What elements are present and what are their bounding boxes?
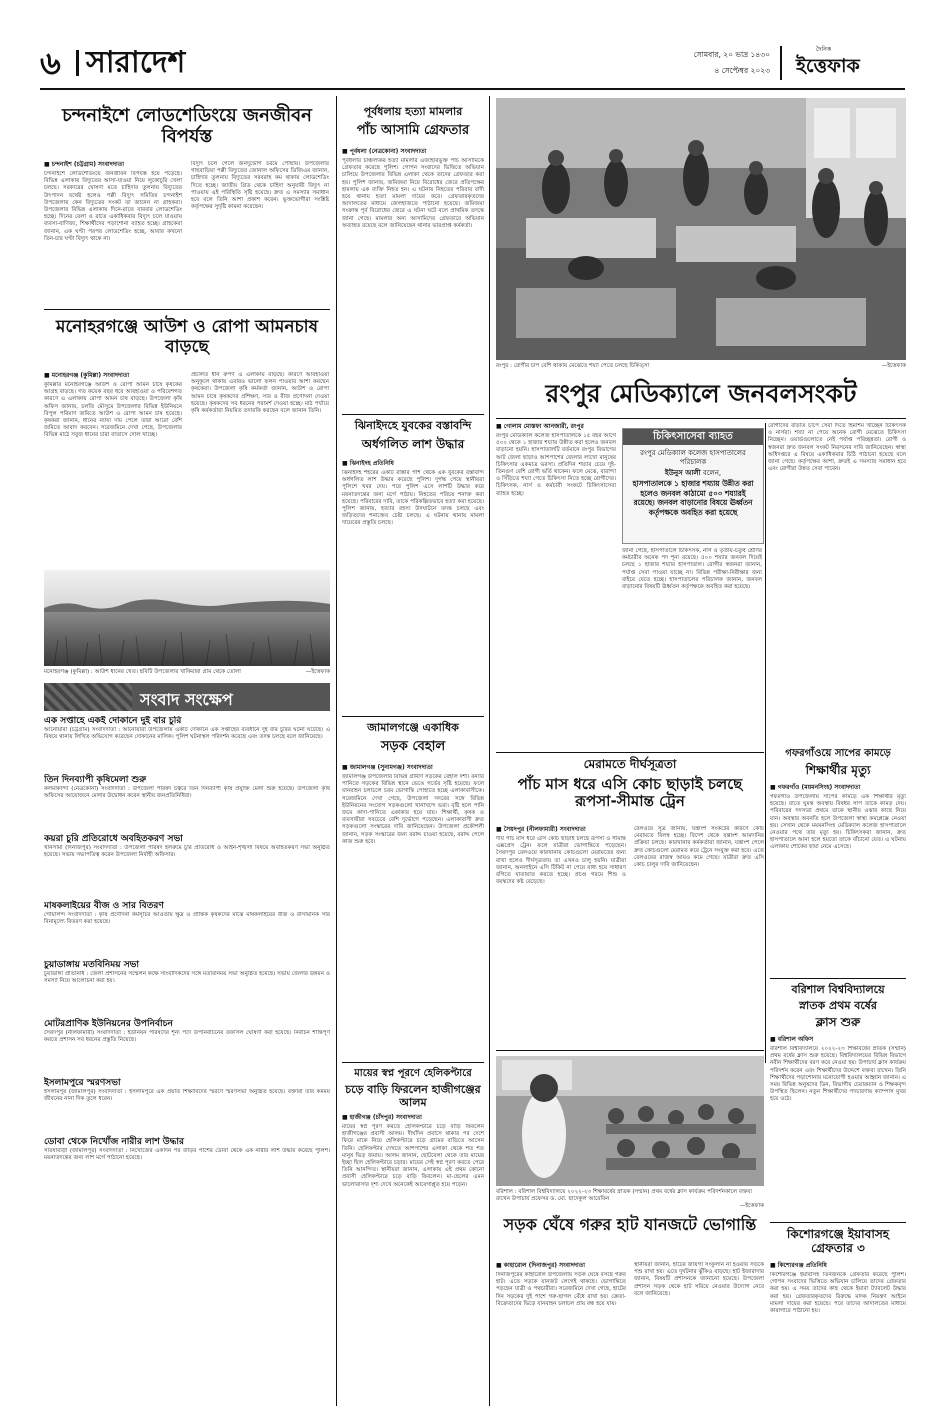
quote-person: ইউনুস আলী — [664, 469, 701, 477]
headline-barishal: ক্লাস শুরু — [815, 1015, 861, 1029]
article-body: কুমিল্লার মনোহরগঞ্জে আউশ ও রোপা আমন চাষে কৃষকের আগ্রহ বাড়ছে। গত কয়েক বছর ধরে আবহাওয়া ও পরিবেশগত কারণে এ এলাকায় রোপা আমন চাষ বাড়ছে। উপজেলা কৃষি অফিস জানায়, চলতি মৌসুমে উপজেলার বিভিন্ন ইউনিয়নে বিপুল পরিমাণ জমিতে আউশ ও রোপা আমন চাষ হয়েছে। কৃষকরা জানান, ধানের ন্যায্য দাম পেলে তারা আরো বেশি জমিতে আবাদ করবেন। সরেজমিনে দেখা গেছে, উপজেলার বিভিন্ন মাঠে সবুজ ধানের চারা বাতাসে দোল খাচ্ছে। — [44, 382, 182, 439]
brief-item: মাষকলাইয়ের বীজ ও সার বিতরণ গোয়ালন্দ সংবাদদাতা : কৃষি প্রণোদনা কর্মসূচির আওতায় ক্ষুদ্র ও প্রান্তিক কৃষকদের মাঝে মাষকলাইয়ের বীজ ও রাসায়নিক সার বিনামূল্যে বিতরণ করা হয়েছে। — [44, 901, 330, 926]
kicker-hajiganj: মায়ের স্বপ্ন পূরণে হেলিকপ্টারে — [354, 1068, 472, 1079]
article-body: মায়ের স্বপ্ন পূরণ করতে হেলিকপ্টারে চড়ে বাড়ি ফিরলেন হাজীগঞ্জের প্রবাসী আলম। দীর্ঘদিন প্রবাসে থাকার পর দেশে ফিরে মাকে নিয়ে হেলিকপ্টারে চড়ে গ্রামের বাড়িতে আসেন তিনি। হেলিকপ্টার দেখতে আশপাশের এলাকা থেকে শত শত মানুষ ভিড় জমায়। আলম জানান, ছোটবেলা থেকে তার মায়ের ইচ্ছা ছিল হেলিকপ্টারে চড়ার। মায়ের সেই স্বপ্ন পূরণ করতে পেরে তিনি আনন্দিত। স্থানীয়রা জানান, এলাকায় এই প্রথম কোনো প্রবাসী হেলিকপ্টারে চড়ে বাড়ি ফিরলেন। মা-ছেলের এমন ভালোবাসার দৃশ্য দেখে অনেকেই আবেগাপ্লুত হয়ে পড়েন। — [342, 1124, 484, 1188]
article-body: প্রচলিত ধান রুপণ এ এলাকায় বাড়ছে। কারণে আবহাওয়া অনুকূলে থাকায় এবারও ভালো ফলন পাওয়ার আশা করছেন কৃষকেরা। উপজেলা কৃষি কর্মকর্তা জানান, আউশ ও রোপা আমন চাষে কৃষকদের প্রশিক্ষণ, সার ও বীজ প্রণোদনা দেওয়া হয়েছে। কৃষকদের সব ধরনের পরামর্শ দেওয়া হচ্ছে। মাঠ পর্যায়ে কৃষি কর্মকর্তারা নিয়মিত তদারকি করছেন বলে জানান তিনি। — [191, 372, 329, 415]
article-body: দীর্ঘ পাঁচ মাস ধরে এসি কোচ ছাড়াই চলছে রূপসা ও সীমান্ত এক্সপ্রেস ট্রেন। ফলে যাত্রীরা ভোগান্তিতে পড়েছেন। সৈয়দপুর রেলওয়ে কারখানায় কোচগুলো মেরামতের জন্য রাখা হলেও দীর্ঘসূত্রতায় তা এখনও চালু হয়নি। যাত্রীরা জানান, অনলাইনে এসি টিকিট না পেয়ে বাধ্য হয়ে সাধারণ বগিতে যাতায়াত করতে হচ্ছে। প্রচণ্ড গরমে শিশু ও বয়স্কদের কষ্ট বেড়েছে। — [496, 836, 626, 886]
byline-purbadhala: ■ পূর্বধলা (নেত্রকোনা) সংবাদদাতা — [342, 148, 427, 155]
date-english: ৪ সেপ্টেম্বর ২০২৩ — [714, 66, 770, 75]
paper-logo: দৈনিক ইত্তেফাক — [796, 46, 860, 77]
kicker-jamalganj: জামালগঞ্জে একাধিক — [367, 721, 459, 734]
kicker-gafargaon: গফরগাঁওয়ে সাপের কামড়ে — [785, 748, 891, 759]
briefs-banner — [44, 683, 330, 711]
photo-credit: —ইত্তেফাক — [881, 363, 906, 369]
headline-rangpur-medical: রংপুর মেডিক্যালে জনবলসংকট — [545, 379, 857, 408]
article-body: রংপুর মেডিক্যাল কলেজ হাসপাতালকে ১৫ বছর আগে ৫০০ থেকে ১ হাজার শয্যায় উন্নীত করা হলেও জনবল বাড়ানো হয়নি। হাসপাতালটি বর্তমানে রংপুর বিভাগের আট জেলা ছাড়াও আশপাশের জেলার লাখো মানুষের চিকিৎসার একমাত্র ভরসা। প্রতিদিন শয্যার চেয়ে দুই-তিনগুণ বেশি রোগী ভর্তি থাকেন। ফলে মেঝে, বারান্দা ও সিঁড়িতে শয্যা পেতে চিকিৎসা নিতে হচ্ছে রোগীদের। চিকিৎসক, নার্স ও কর্মচারী সংকটে চিকিৎসাসেবা ব্যাহত হচ্ছে। — [496, 433, 616, 497]
headline-train: পাঁচ মাস ধরে এসি কোচ ছাড়াই চলছে রূপসা-সীমান্ত ট্রেন — [517, 775, 743, 811]
photo-caption: রংপুর : রোগীর চাপ বেশি থাকায় মেঝেতে শয্যা পেতে চলছে চিকিত্সা — [496, 363, 650, 369]
byline-manoharganj: ■ মনোহরগঞ্জ (কুমিল্লা) সংবাদদাতা — [44, 372, 130, 379]
article-body: ঝিনাইদহ শহরের একটি রাস্তার পাশ থেকে এক যুবকের বস্তাবন্দি অর্ধগলিত লাশ উদ্ধার করেছে পুলিশ। দুর্গন্ধ পেয়ে স্থানীয়রা পুলিশে খবর দেয়। পরে পুলিশ এসে লাশটি উদ্ধার করে ময়নাতদন্তের জন্য মর্গে পাঠায়। নিহতের পরিচয় শনাক্ত করা হয়েছে। পরিবারের দাবি, তাকে পরিকল্পিতভাবে হত্যা করা হয়েছে। পুলিশ জানায়, হত্যার রহস্য উদঘাটনে তদন্ত চলছে এবং জড়িতদের শনাক্তের চেষ্টা চলছে। এ ঘটনায় থানায় মামলা দায়েরের প্রস্তুতি চলছে। — [342, 470, 484, 527]
article-body: জামালগঞ্জ উপজেলার বিভিন্ন গ্রামীণ সড়কের বেহাল দশা। বন্যার পানিতে সড়কের বিভিন্ন স্থানে ভেঙে গর্তের সৃষ্টি হয়েছে। ফলে যানবাহন চলাচলে চরম ভোগান্তি পোহাতে হচ্ছে এলাকাবাসীকে। সরেজমিনে দেখা গেছে, উপজেলা সদরের সঙ্গে বিভিন্ন ইউনিয়নের সংযোগ সড়কগুলো খানাখন্দে ভরা। বৃষ্টি হলে পানি জমে কাদা-পানিতে একাকার হয়ে যায়। শিক্ষার্থী, কৃষক ও ব্যবসায়ীরা সবচেয়ে বেশি দুর্ভোগে পড়েছেন। এলাকাবাসী দ্রুত সড়কগুলো সংস্কারের দাবি জানিয়েছেন। উপজেলা প্রকৌশলী জানান, সড়ক সংস্কারের জন্য বরাদ্দ চাওয়া হয়েছে, বরাদ্দ পেলে কাজ শুরু হবে। — [342, 774, 484, 845]
brief-item: চুয়াডাঙ্গায় মতবিনিময় সভা চুয়াডাঙ্গা প্রতিনিধি : জেলা প্রশাসনের সম্মেলন কক্ষে সাংবাদিকদের সঙ্গে মতবিনিময় সভা অনুষ্ঠিত হয়েছে। সভায় জেলার উন্নয়ন ও সমস্যা নিয়ে আলোচনা করা হয়। — [44, 960, 330, 985]
briefs-title: সংবাদ সংক্ষেপ — [140, 690, 233, 709]
quote-text: হাসপাতালকে ১ হাজার শয্যায় উন্নীত করা হলেও জনবল কাঠামো ৫০০ শয্যারই রয়েছে। জনবল বাড়ানোর বিষয়ে ঊর্ধ্বতন কর্তৃপক্ষকে অবহিত করা হয়েছে — [632, 479, 754, 517]
rice-field-photo — [44, 570, 330, 666]
photo-caption: বরিশাল : বরিশাল বিশ্ববিদ্যালয়ে ২০২২-২৩ শিক্ষাবর্ষের স্নাতক (সম্মান) প্রথম বর্ষের ক্লাস কার্যক্রম পরিদর্শনকালে বক্তব্য রাখেন উপাচার্য প্রফেসর ড. মো. ছাদেকুল আরেফিন — [496, 1189, 753, 1202]
article-body: বরিশাল বিশ্ববিদ্যালয়ে ২০২২-২৩ শিক্ষাবর্ষের স্নাতক (সম্মান) প্রথম বর্ষের ক্লাস শুরু হয়েছে। বিশ্ববিদ্যালয়ের বিভিন্ন বিভাগে নবীন শিক্ষার্থীদের বরণ করে নেওয়া হয়। উপাচার্য ক্লাস কার্যক্রম পরিদর্শন করেন এবং শিক্ষার্থীদের উদ্দেশে বক্তব্য রাখেন। তিনি শিক্ষার্থীদের পড়াশোনায় মনোযোগী হওয়ার আহ্বান জানান। এ সময় বিভিন্ন অনুষদের ডিন, বিভাগীয় চেয়ারম্যান ও শিক্ষকবৃন্দ উপস্থিত ছিলেন। নতুন শিক্ষার্থীদের পদচারণায় ক্যাম্পাস মুখর হয়ে ওঠে। — [770, 1046, 906, 1103]
photo-credit: —ইত্তেফাক — [739, 1203, 764, 1209]
article-body: পূর্বধলায় চাঞ্চল্যকর হত্যা মামলার এজাহারভুক্ত পাঁচ আসামিকে গ্রেফতার করেছে পুলিশ। গোপন সংবাদের ভিত্তিতে অভিযান চালিয়ে উপজেলার বিভিন্ন এলাকা থেকে তাদের গ্রেফতার করা হয়। পুলিশ জানায়, জমিজমা নিয়ে বিরোধের জেরে প্রতিপক্ষের হামলায় এক ব্যক্তি নিহত হন। এ ঘটনায় নিহতের পরিবার বাদী হয়ে থানায় হত্যা মামলা দায়ের করে। গ্রেফতারকৃতদের আদালতের মাধ্যমে জেলহাজতে পাঠানো হয়েছে। জমিজমা সংক্রান্ত পূর্ব বিরোধের জেরে এ ঘটনা ঘটে বলে প্রাথমিক তদন্তে জানা গেছে। মামলার অন্য আসামিদের গ্রেফতারে অভিযান অব্যাহত রয়েছে বলে জানিয়েছেন থানার ভারপ্রাপ্ত কর্মকর্তা। — [342, 158, 484, 229]
headline-chandanaish: চন্দনাইশে লোডশেডিংয়ে জনজীবন বিপর্যস্ত — [62, 105, 312, 147]
article-body: রোগীদের বাড়তি চাপে সেবা দিতে হিমশিম খাচ্ছেন চিকিৎসক ও নার্সরা। শয্যা না পেয়ে অনেক রোগী মেঝেতে চিকিৎসা নিচ্ছেন। ওয়ার্ডগুলোতে নেই পর্যাপ্ত পরিচ্ছন্নতা। রোগী ও স্বজনরা দ্রুত জনবল সংকট নিরসনের দাবি জানিয়েছেন। স্বাস্থ্য অধিদপ্তরে এ বিষয়ে একাধিকবার চিঠি পাঠানো হয়েছে বলে জানা গেছে। কর্তৃপক্ষের আশা, দ্রুতই এ সমস্যার সমাধান হবে এবং রোগীরা উন্নত সেবা পাবেন। — [768, 423, 906, 473]
section-title: সারাদেশ — [86, 45, 186, 80]
masthead — [40, 44, 905, 84]
article-body: বিদ্যুৎ চলে গেলে জনদুর্ভোগ চরমে পৌঁছায়। উপজেলার গাছবাড়িয়া পল্লী বিদ্যুতের জোনাল অফিসের ডিজিএম জানান, চাহিদার তুলনায় বিদ্যুতের সরবরাহ কম থাকায় লোডশেডিং দিতে হচ্ছে। জাতীয় গ্রিড থেকে চাহিদা অনুযায়ী বিদ্যুৎ না পাওয়ায় এই পরিস্থিতি সৃষ্টি হয়েছে। দ্রুত এ সমস্যার সমাধান হবে বলে তিনি আশা প্রকাশ করেন। ভুক্তভোগীরা সংশ্লিষ্ট কর্তৃপক্ষের সুদৃষ্টি কামনা করেছেন। — [191, 161, 329, 211]
byline-hajiganj: ■ হাজীগঞ্জ (চাঁদপুর) সংবাদদাতা — [342, 1114, 422, 1121]
headline-cattle-market: সড়ক ঘেঁষে গরুর হাট যানজটে ভোগান্তি — [503, 1215, 757, 1234]
hospital-ward-photo — [496, 98, 906, 360]
byline-rangpur-medical: ■ গোলাম মোস্তফা আনজারী, রংপুর — [496, 423, 584, 430]
date-bangla: সোমবার, ২০ ভাদ্র ১৪৩০ — [693, 50, 770, 59]
photo-credit: —ইত্তেফাক — [305, 669, 330, 675]
quote-box: চিকিৎসাসেবা ব্যাহত রংপুর মেডিক্যাল কলেজ হাসপাতালের পরিচালক ইউনুস আলী বলেন, হাসপাতালকে ১ হাজার শয্যায় উন্নীত করা হলেও জনবল কাঠামো ৫০০ শয্যারই রয়েছে। জনবল বাড়ানোর বিষয়ে ঊর্ধ্বতন কর্তৃপক্ষকে অবহিত করা হয়েছে — [622, 428, 764, 544]
headline-gafargaon: শিক্ষার্থীর মৃত্যু — [805, 763, 871, 777]
brief-item: ইসলামপুরে স্মরণসভা ইসলামপুর (জামালপুর) সংবাদদাতা : ইসলামপুরে এক প্রয়াত শিক্ষাবিদের স্মরণে স্মরণসভা অনুষ্ঠিত হয়েছে। বক্তারা তার কর্মময় জীবনের নানা দিক তুলে ধরেন। — [44, 1078, 330, 1103]
headline-manoharganj: মনোহরগঞ্জে আউশ ও রোপা আমনচাষ বাড়ছে — [56, 317, 318, 357]
article-body: চন্দনাইশে লোডশেডিংয়ে জনজীবন বিপর্যস্ত হয়ে পড়েছে। বিভিন্ন এলাকায় বিদ্যুতের আসা-যাওয়া নিয়ে লুকোচুরি খেলা চলছে। সরকারের ঘোষণা মতে চাহিদার তুলনায় বিদ্যুতের উৎপাদন যথেষ্ট হলেও পল্লী বিদ্যুৎ সমিতির চন্দনাইশ উপজেলায় কেন বিদ্যুতের সংকট তা জানেন না গ্রাহকরা। উপজেলার বিভিন্ন এলাকায় দিনে-রাতে বারবার লোডশেডিং হচ্ছে। দিনের বেলা ও রাতে একাধিকবার বিদ্যুৎ চলে যাওয়ায় ব্যবসা-বাণিজ্য, শিক্ষার্থীদের পড়াশোনা ব্যাহত হচ্ছে। গ্রাহকেরা জানান, এক ঘণ্টা পরপর লোডশেডিং হচ্ছে, আবার কখনো তিন-চার ঘণ্টা বিদ্যুৎ থাকে না। — [44, 171, 182, 242]
brief-item: কয়রা চুরি প্রতিরোধে অবহিতকরণ সভা খানসামা (দিনাজপুর) সংবাদদাতা : উপজেলা পরিষদ হলরুমে চুরি প্রতিরোধ ও আইন-শৃঙ্খলা বিষয়ে অবহিতকরণ সভা অনুষ্ঠিত হয়েছে। সভায় সভাপতিত্ব করেন উপজেলা নির্বাহী অফিসার। — [44, 834, 330, 859]
university-class-photo — [496, 1056, 764, 1186]
kicker-train: মেরামতে দীর্ঘসূত্রতা — [583, 757, 677, 771]
photo-caption: মনোহরগঞ্জ (কুমিল্লা) : আউশ ধানের খেত। ছবিটি উপজেলার খাকিয়ারা গ্রাম থেকে তোলা — [44, 669, 241, 675]
byline-barishal: ■ বরিশাল অফিস — [770, 1036, 814, 1043]
byline-jhenaidah: ■ ঝিনাইদহ প্রতিনিধি — [342, 460, 394, 467]
quote-box-title: চিকিৎসাসেবা ব্যাহত — [623, 429, 763, 445]
article-body: কিশোরগঞ্জে ইয়াবাসহ তিনজনকে গ্রেফতার করেছে পুলিশ। গোপন সংবাদের ভিত্তিতে অভিযান চালিয়ে তাদের গ্রেফতার করা হয়। এ সময় তাদের কাছ থেকে ইয়াবা ট্যাবলেট উদ্ধার করা হয়। গ্রেফতারকৃতদের বিরুদ্ধে মাদক নিয়ন্ত্রণ আইনে মামলা দায়ের করা হয়েছে। পরে তাদের আদালতের মাধ্যমে কারাগারে পাঠানো হয়। — [770, 1272, 906, 1315]
byline-kishoreganj: ■ কিশোরগঞ্জ প্রতিনিধি — [770, 1262, 827, 1269]
article-body: জানা গেছে, হাসপাতালে চিকিৎসক, নার্স ও তৃতীয়-চতুর্থ শ্রেণির কর্মচারীর অনেক পদ শূন্য রয়েছে। ৫০০ শয্যার জনবল দিয়েই চলছে ১ হাজার শয্যার হাসপাতাল। রোগীর স্বজনরা জানান, পর্যাপ্ত সেবা পাওয়া যাচ্ছে না। বিভিন্ন পরীক্ষা-নিরীক্ষার জন্য বাইরে যেতে হচ্ছে। হাসপাতালের পরিচালক জানান, জনবল বাড়ানোর বিষয়টি ঊর্ধ্বতন কর্তৃপক্ষকে অবহিত করা হয়েছে। — [622, 548, 762, 591]
byline-gafargaon: ■ গফরগাঁও (ময়মনসিংহ) সংবাদদাতা — [770, 784, 861, 791]
byline-train: ■ সৈয়দপুর (নীলফামারী) সংবাদদাতা — [496, 826, 586, 833]
article-body: স্থানীয়রা জানান, হাটের জায়গা সংকুলান না হওয়ায় সড়কে পশু রাখা হয়। এতে দুর্ঘটনার ঝুঁকিও বাড়ছে। হাট ইজারাদার জানান, বিষয়টি প্রশাসনকে জানানো হয়েছে। উপজেলা প্রশাসন সড়ক থেকে হাট সরিয়ে নেওয়ার উদ্যোগ নেবে বলে জানিয়েছে। — [634, 1262, 764, 1297]
headline-kishoreganj: কিশোরগঞ্জে ইয়াবাসহ গ্রেফতার ৩ — [786, 1227, 890, 1255]
article-body: রেলওয়ে সূত্র জানায়, যন্ত্রাংশ সংকটের কারণে কোচ মেরামতে বিলম্ব হচ্ছে। বিদেশ থেকে যন্ত্রাংশ আমদানির প্রক্রিয়া চলছে। কারখানার কর্মকর্তারা জানান, যন্ত্রাংশ পেলে দ্রুত কোচগুলো মেরামত করে ট্রেনে সংযুক্ত করা হবে। এতে রেলওয়ের রাজস্ব আয়ও কমে গেছে। যাত্রীরা দ্রুত এসি কোচ চালুর দাবি জানিয়েছেন। — [634, 826, 764, 869]
headline-hajiganj: চড়ে বাড়ি ফিরলেন হাজীগঞ্জের আলম — [345, 1083, 481, 1109]
headline-jhenaidah: অর্ধগলিত লাশ উদ্ধার — [361, 437, 465, 451]
article-body: গফরগাঁও উপজেলায় সাপের কামড়ে এক শিক্ষার্থীর মৃত্যু হয়েছে। রাতে ঘুমন্ত অবস্থায় বিষধর সাপ তাকে কামড় দেয়। পরিবারের সদস্যরা প্রথমে তাকে স্থানীয় ওঝার কাছে নিয়ে যান। অবস্থার অবনতি হলে উপজেলা স্বাস্থ্য কমপ্লেক্সে নেওয়া হয়। সেখান থেকে ময়মনসিংহ মেডিক্যাল কলেজ হাসপাতালে নেওয়ার পথে তার মৃত্যু হয়। চিকিৎসকরা জানান, দ্রুত হাসপাতালে আনা হলে হয়তো তাকে বাঁচানো যেত। এ ঘটনায় এলাকায় শোকের ছায়া নেমে এসেছে। — [770, 794, 906, 851]
byline-jamalganj: ■ জামালগঞ্জ (সুনামগঞ্জ) সংবাদদাতা — [342, 764, 433, 771]
headline-jamalganj: সড়ক বেহাল — [380, 739, 446, 754]
byline-cattle-market: ■ কাহারোল (দিনাজপুর) সংবাদদাতা — [496, 1262, 586, 1269]
kicker-purbadhala: পূর্বধলায় হত্যা মামলার — [363, 105, 463, 118]
brief-item: এক সপ্তাহে একই দোকানে দুই বার চুরি আনোয়ারা (চট্টগ্রাম) সংবাদদাতা : আনোয়ারা উপজেলায় একটি দোকানে এক সপ্তাহের ব্যবধানে দুই বার চুরির ঘটনা ঘটেছে। এ বিষয়ে থানায় লিখিত অভিযোগ করেছেন দোকানের মালিক। পুলিশ ঘটনাস্থল পরিদর্শন করেছে এবং তদন্ত চলছে বলে জানিয়েছে। — [44, 716, 330, 741]
kicker-barishal: বরিশাল বিশ্ববিদ্যালয়ে — [791, 983, 885, 996]
briefs-list — [44, 716, 330, 1406]
masthead-rule — [40, 88, 905, 90]
article-body: দিনাজপুরের কাহারোল উপজেলায় সড়ক ঘেঁষে বসছে গরুর হাট। এতে সড়কে যানজট লেগেই থাকছে। ভোগান্তিতে পড়ছেন যাত্রী ও পথচারীরা। সরেজমিনে দেখা গেছে, হাটের দিন সড়কের দুই পাশে গরু-ছাগল বেঁধে রাখা হয়। ক্রেতা-বিক্রেতাদের ভিড়ে যানবাহন চলাচল প্রায় বন্ধ হয়ে যায়। — [496, 1272, 626, 1307]
page-number: ৬ — [40, 44, 61, 82]
brief-item: ডোবা থেকে নিখোঁজ নারীর লাশ উদ্ধার সরিষাবাড়ী (জামালপুর) সংবাদদাতা : নিখোঁজের একদিন পর বাড়ির পাশের ডোবা থেকে এক নারীর লাশ উদ্ধার করেছে পুলিশ। ময়নাতদন্তের জন্য লাশ মর্গে পাঠানো হয়েছে। — [44, 1137, 330, 1162]
headline-purbadhala: পাঁচ আসামি গ্রেফতার — [356, 123, 470, 138]
brief-item: মোটরপ্রাণিক ইউনিয়নের উপনির্বাচন সৈয়দপুর (নীলফামারী) সংবাদদাতা : ইউনিয়ন পরিষদের শূন্য পদে উপনির্বাচনের তফসিল ঘোষণা করা হয়েছে। নির্বাচন শান্তিপূর্ণ করতে প্রশাসন সব ধরনের প্রস্তুতি নিয়েছে। — [44, 1019, 330, 1044]
kicker-jhenaidah: ঝিনাইদহে যুবকের বস্তাবন্দি — [354, 419, 472, 432]
brief-item: তিন দিনব্যাপী কৃষিমেলা শুরু কলমাকান্দা (নেত্রকোনা) সংবাদদাতা : উপজেলা পরিষদ চত্বরে তিন দিনব্যাপী কৃষি প্রযুক্তি মেলা শুরু হয়েছে। উপজেলা কৃষি অফিসের আয়োজনে মেলার উদ্বোধন করেন স্থানীয় জনপ্রতিনিধিরা। — [44, 775, 330, 800]
byline-chandanaish: ■ চন্দনাইশ (চট্টগ্রাম) সংবাদদাতা — [44, 161, 124, 168]
